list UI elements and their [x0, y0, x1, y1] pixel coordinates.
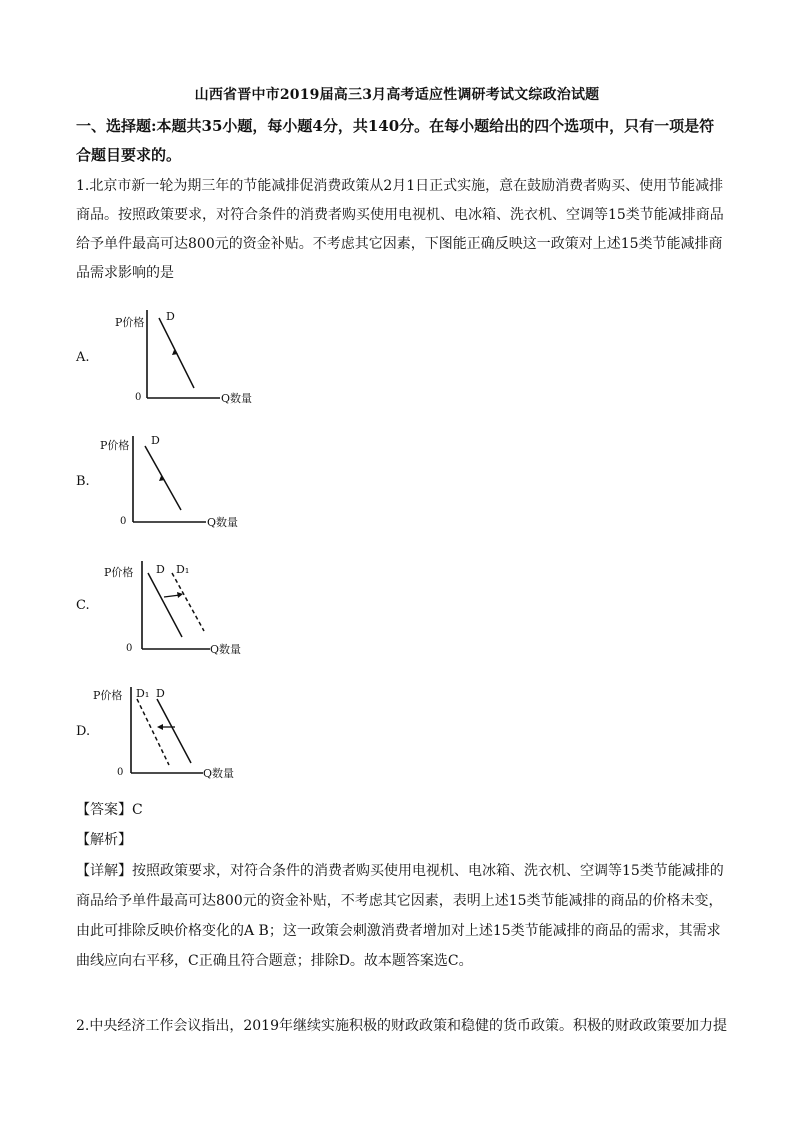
demand-curve-d1	[137, 699, 169, 765]
y-axis-label: P价格	[104, 566, 134, 579]
origin-label: 0	[135, 392, 142, 403]
curve-label-d: D	[151, 434, 160, 447]
option-a-graph	[115, 302, 265, 416]
curve-label-d1: D₁	[136, 687, 150, 700]
section-heading: 一、选择题:本题共35小题，每小题4分，共140分。在每小题给出的四个选项中，只有一项是符合题目要求的。	[76, 117, 715, 164]
option-b-graph	[100, 428, 258, 542]
curve-label-d: D	[156, 563, 165, 576]
demand-curve-d	[157, 699, 191, 763]
x-axis-label: Q数量	[221, 392, 253, 405]
y-axis-label: P价格	[115, 316, 145, 329]
left-arrow-icon	[157, 724, 163, 730]
option-c-label: C.	[76, 598, 90, 613]
option-d-graph	[93, 681, 261, 795]
x-axis-label: Q数量	[207, 516, 239, 529]
demand-curve-d1	[172, 573, 204, 631]
curve-label-d: D	[166, 310, 175, 323]
curve-label-d: D	[156, 687, 165, 700]
question-1-stem: 1.北京市新一轮为期三年的节能减排促消费政策从2月1日正式实施，意在鼓励消费者购买、使用节能减排商品。按照政策要求，对符合条件的消费者购买使用电视机、电冰箱、洗衣机、空调等15类节能减排商品给予单件最高可达800元的资金补贴。不考虑其它因素，下图能正确反映这一政策对上述15类节能减排商品需求影响的是	[76, 178, 724, 281]
option-b-label: B.	[76, 474, 90, 489]
x-axis-label: Q数量	[210, 643, 242, 656]
page-title: 山西省晋中市2019届高三3月高考适应性调研考试文综政治试题	[194, 87, 600, 103]
answer-line: 【答案】C	[76, 802, 143, 818]
origin-label: 0	[120, 516, 127, 527]
question-2-stem: 2.中央经济工作会议指出，2019年继续实施积极的财政政策和稳健的货币政策。积极的财政政策要加力提	[76, 1018, 727, 1034]
analysis-heading: 【解析】	[76, 832, 132, 848]
right-arrow-icon	[177, 592, 183, 598]
x-axis-label: Q数量	[203, 767, 235, 780]
option-c-graph	[104, 557, 270, 671]
y-axis-label: P价格	[93, 689, 123, 702]
y-axis-label: P价格	[100, 439, 130, 452]
option-d-label: D.	[76, 724, 91, 739]
curve-label-d1: D₁	[176, 563, 190, 576]
origin-label: 0	[117, 767, 124, 778]
option-a-label: A.	[76, 350, 90, 365]
detail-explanation: 【详解】按照政策要求，对符合条件的消费者购买使用电视机、电冰箱、洗衣机、空调等15类节能减排的商品给予单件最高可达800元的资金补贴，不考虑其它因素，表明上述15类节能减排的商品的价格未变，由此可排除反映价格变化的A B；这一政策会刺激消费者增加对上述15类节能减排的商品的需求，其需求曲线应向右平移，C正确且符合题意；排除D。故本题答案选C。	[76, 863, 724, 969]
origin-label: 0	[126, 643, 133, 654]
